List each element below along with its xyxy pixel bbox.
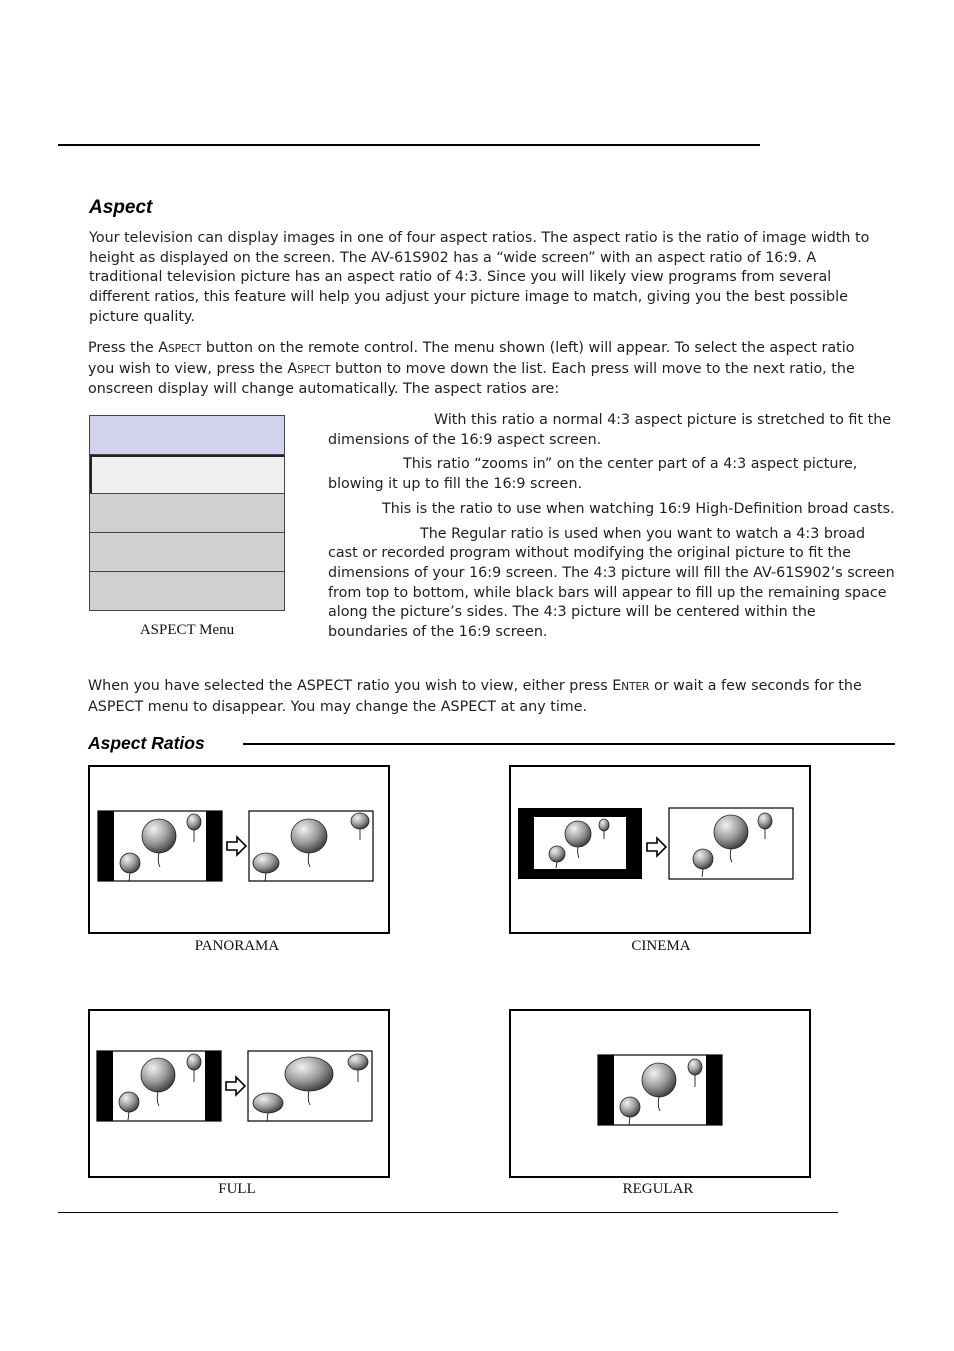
cinema-caption: CINEMA [631, 938, 691, 954]
menu-item-blank[interactable] [90, 572, 284, 610]
full-before-screen [97, 1051, 221, 1121]
press-mid: button on the remote control. The menu shown (left) will appear. To select the aspect ratio you wish to view, press the [88, 340, 855, 377]
full-after-screen [248, 1051, 372, 1121]
regular-caption: REGULAR [622, 1181, 694, 1197]
aspect-key-first: A [158, 340, 168, 356]
regular-illustration [511, 1011, 809, 1176]
closing-before: When you have selected the ASPECT ratio you wish to view, either press [88, 678, 613, 694]
section-title: Aspect [89, 197, 153, 218]
arrow-icon [226, 1077, 245, 1095]
intro-paragraph [89, 229, 879, 328]
aspect-key-rest-2: SPECT [297, 363, 331, 376]
footer-rule [58, 1212, 838, 1213]
ratios-rule [243, 743, 895, 745]
cinema-illustration [511, 767, 809, 932]
cinema-desc: This ratio “zooms in” on the center part of a 4:3 aspect picture, blowing it up to fill the 16:9 screen. [328, 456, 858, 493]
enter-key-first: E [612, 678, 622, 694]
press-after: button to move down the list. Each press will move to the next ratio, the onscreen display will change automatically. The aspect ratios are: [88, 360, 855, 398]
aspect-key-rest: SPECT [167, 343, 202, 355]
full-figure [88, 1009, 390, 1178]
cinema-figure [509, 765, 811, 934]
press-before: Press the [88, 340, 159, 356]
panorama-after-screen [249, 811, 373, 881]
intro-text: Your television can display images in one of four aspect ratios. The aspect ratio is the ratio of image width to height as displayed on the screen. The AV-61S902 has a “wide screen” with an aspect ratio of 16:9. A traditional television picture has an aspect ratio of 4:3. Since you will likely view programs from several different ratios, this feature will help you adjust your picture image to match, giving you the best possible picture quality. [89, 230, 870, 325]
regular-figure [509, 1009, 811, 1178]
panorama-figure [88, 765, 390, 934]
full-illustration [90, 1011, 388, 1176]
header-rule [58, 144, 760, 146]
enter-key-rest: NTER [621, 681, 650, 693]
regular-desc: The Regular ratio is used when you want to watch a 4:3 broad cast or recorded program without modifying the original picture to fit the dimensions of your 16:9 screen. The 4:3 picture will fill the AV-61S902’s screen from top to bottom, while black bars will appear to fill up the remaining space along the picture’s sides. The 4:3 picture will be centered within the boundaries of the 16:9 screen. [328, 525, 895, 641]
menu-item-regular[interactable] [90, 533, 284, 572]
aspect-key-first-2: A [287, 360, 298, 377]
press-paragraph [88, 339, 883, 400]
closing-after: or wait a few seconds for the ASPECT menu to disappear. You may change the ASPECT at any time. [88, 678, 862, 715]
aspect-menu [89, 415, 285, 611]
menu-item-full[interactable] [90, 494, 284, 533]
full-caption: FULL [218, 1181, 256, 1197]
panorama-illustration [90, 767, 388, 932]
panorama-before-screen [98, 811, 222, 881]
cinema-before-screen [518, 808, 642, 879]
menu-item-cinema[interactable] [90, 455, 284, 494]
menu-item-panorama[interactable] [90, 416, 284, 455]
ratio-descriptions [328, 411, 898, 648]
menu-caption: ASPECT Menu [139, 622, 235, 638]
regular-screen [598, 1055, 722, 1125]
panorama-caption: PANORAMA [194, 938, 280, 954]
arrow-icon [647, 838, 666, 856]
full-desc: This is the ratio to use when watching 16:9 High-Definition broad casts. [382, 500, 895, 517]
panorama-desc: With this ratio a normal 4:3 aspect picture is stretched to fit the dimensions of the 16:9 aspect screen. [328, 412, 892, 448]
arrow-icon [227, 837, 246, 855]
cinema-after-screen [669, 808, 793, 879]
closing-paragraph [88, 677, 888, 717]
ratios-title: Aspect Ratios [88, 733, 205, 753]
